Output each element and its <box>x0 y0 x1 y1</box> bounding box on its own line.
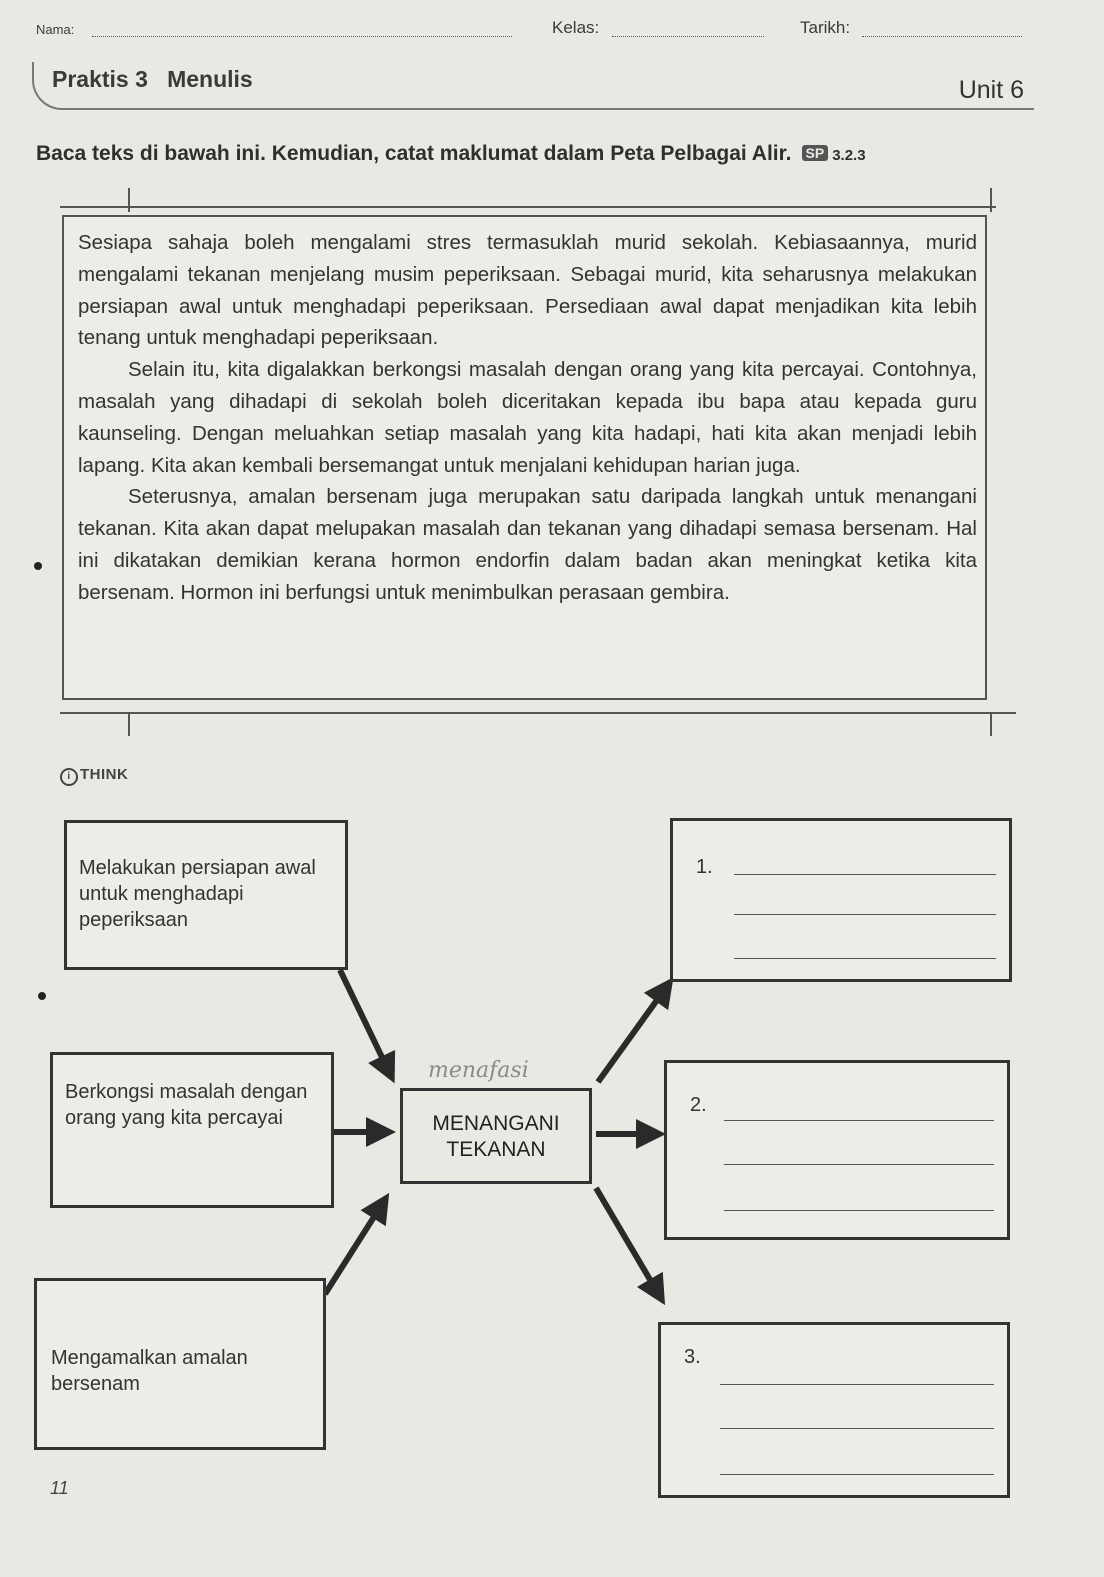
handwritten-note: menafasi <box>428 1058 529 1083</box>
passage-paragraph-1: Sesiapa sahaja boleh mengalami stres termasuklah murid sekolah. Kebiasaannya, murid mengalami tekanan menjelang musim peperiksaan. Sebagai murid, kita seharusnya melakukan persiapan awal untuk menghadapi peperiksaan. Persediaan awal dapat menjadikan kita lebih tenang untuk menghadapi peperiksaan. <box>78 231 977 350</box>
sp-badge: SP <box>802 145 829 161</box>
page-number: 11 <box>50 1478 69 1498</box>
cause-box-3 <box>34 1278 326 1450</box>
tarikh-label: Tarikh: <box>800 18 851 37</box>
arrow-cause-1 <box>340 970 392 1078</box>
cause-text-1: Melakukan persiapan awal untuk menghadapi peperiksaan <box>79 857 316 931</box>
instruction-text: Baca teks di bawah ini. Kemudian, catat maklumat dalam Peta Pelbagai Alir. <box>36 142 792 165</box>
sp-code: 3.2.3 <box>832 147 866 164</box>
arrow-effect-3 <box>596 1188 662 1300</box>
effect-box-2 <box>664 1060 1010 1240</box>
unit-label: Unit 6 <box>958 76 1024 104</box>
effect-number-2: 2. <box>690 1094 707 1116</box>
center-topic-box <box>400 1088 592 1184</box>
margin-dot <box>38 992 46 1000</box>
answer-line[interactable] <box>720 1384 994 1385</box>
cause-text-2: Berkongsi masalah dengan orang yang kita percayai <box>65 1081 308 1129</box>
cause-box-1 <box>64 820 348 970</box>
nama-label: Nama: <box>36 22 75 37</box>
cause-text-3: Mengamalkan amalan bersenam <box>51 1347 248 1395</box>
answer-line[interactable] <box>724 1164 994 1165</box>
passage-paragraph-2: Selain itu, kita digalakkan berkongsi masalah dengan orang yang kita percayai. Contohnya, masalah yang dihadapi di sekolah boleh diceritakan kepada ibu bapa atau kepada guru kaunseling. Dengan meluahkan setiap masalah yang kita hadapi, hati kita akan menjadi lebih lapang. Kita akan kembali bersemangat untuk menjalani kehidupan harian juga. <box>78 358 977 477</box>
center-topic-line-2: TEKANAN <box>446 1138 546 1161</box>
answer-line[interactable] <box>724 1120 994 1121</box>
answer-line[interactable] <box>720 1474 994 1475</box>
think-circle-icon: i <box>60 768 78 786</box>
answer-line[interactable] <box>734 958 996 959</box>
answer-line[interactable] <box>724 1210 994 1211</box>
answer-line[interactable] <box>720 1428 994 1429</box>
answer-line[interactable] <box>734 874 996 875</box>
kelas-label: Kelas: <box>552 18 600 37</box>
cause-box-2 <box>50 1052 334 1208</box>
center-topic-line-1: MENANGANI <box>432 1112 560 1135</box>
answer-line[interactable] <box>734 914 996 915</box>
effect-number-1: 1. <box>696 856 713 878</box>
practice-title: Praktis 3 Menulis <box>52 66 253 92</box>
effect-number-3: 3. <box>684 1346 701 1368</box>
think-logo-text: THINK <box>80 766 129 783</box>
passage-paragraph-3: Seterusnya, amalan bersenam juga merupakan satu daripada langkah untuk menangani tekanan. Kita akan dapat melupakan masalah dan tekanan yang dihadapi semasa bersenam. Hal ini dikatakan demikian kerana hormon endorfin dalam badan akan meningkat ketika kita bersenam. Hormon ini berfungsi untuk menimbulkan perasaan gembira. <box>78 485 977 604</box>
arrow-cause-3 <box>325 1198 386 1294</box>
margin-dot <box>34 562 42 570</box>
effect-box-3 <box>658 1322 1010 1498</box>
arrow-effect-1 <box>598 982 670 1082</box>
